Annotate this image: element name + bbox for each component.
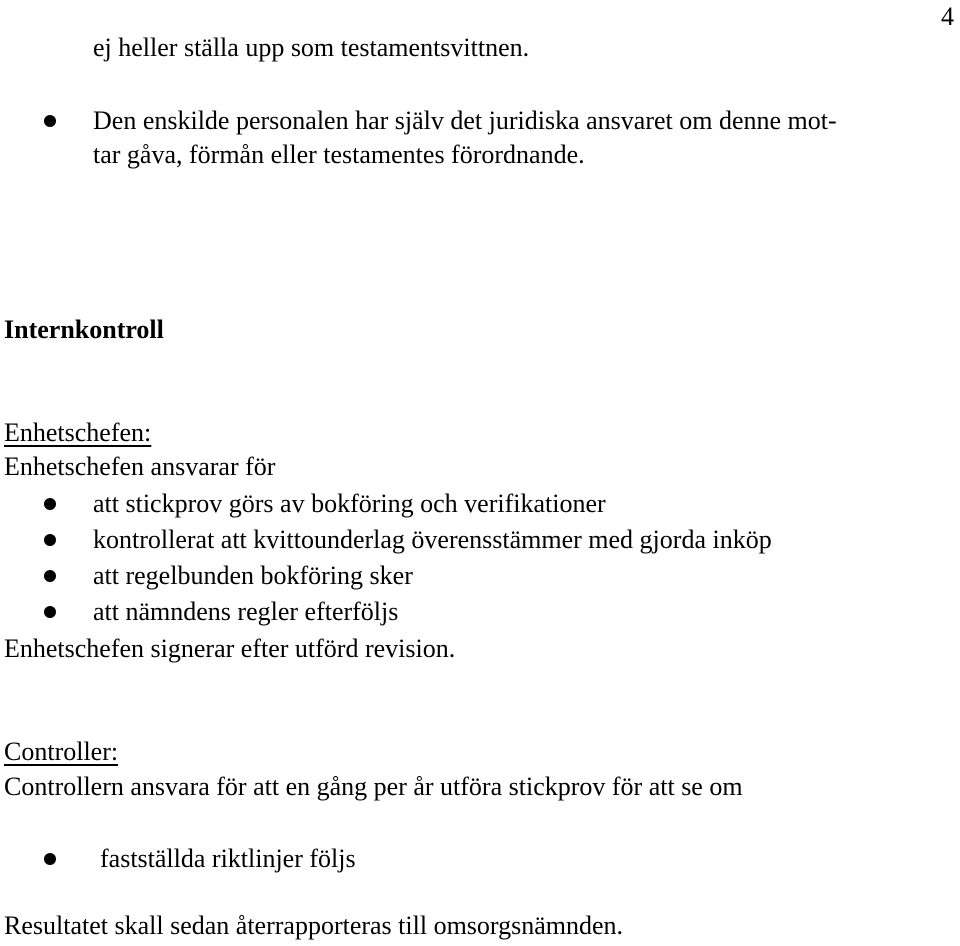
bullet-dot	[44, 498, 56, 510]
controller-item: fastställda riktlinjer följs	[100, 844, 356, 873]
enhetschefen-item: att regelbunden bokföring sker	[93, 561, 413, 590]
enhetschefen-lead: Enhetschefen ansvarar för	[4, 452, 276, 481]
enhetschefen-item: kontrollerat att kvittounderlag överensstämmer med gjorda inköp	[93, 525, 772, 554]
intro-bullet-line-1: Den enskilde personalen har själv det juridiska ansvaret om denne mot-	[93, 106, 837, 135]
enhetschefen-item: att stickprov görs av bokföring och verifikationer	[93, 489, 606, 518]
bullet-dot	[44, 853, 56, 865]
bullet-dot	[44, 534, 56, 546]
bullet-dot	[44, 115, 56, 127]
controller-lead: Controllern ansvara för att en gång per år utföra stickprov för att se om	[4, 772, 743, 801]
intro-continuation: ej heller ställa upp som testamentsvittnen.	[93, 33, 530, 62]
enhetschefen-closing: Enhetschefen signerar efter utförd revision.	[4, 634, 456, 663]
section-heading: Internkontroll	[4, 315, 164, 344]
controller-heading: Controller:	[4, 737, 119, 766]
bullet-dot	[44, 570, 56, 582]
intro-bullet-line-2: tar gåva, förmån eller testamentes förordnande.	[93, 140, 585, 169]
enhetschefen-heading: Enhetschefen:	[4, 418, 152, 447]
controller-closing: Resultatet skall sedan återrapporteras till omsorgsnämnden.	[4, 911, 624, 940]
enhetschefen-item: att nämndens regler efterföljs	[93, 597, 399, 626]
page-number: 4	[941, 2, 954, 31]
bullet-dot	[44, 606, 56, 618]
